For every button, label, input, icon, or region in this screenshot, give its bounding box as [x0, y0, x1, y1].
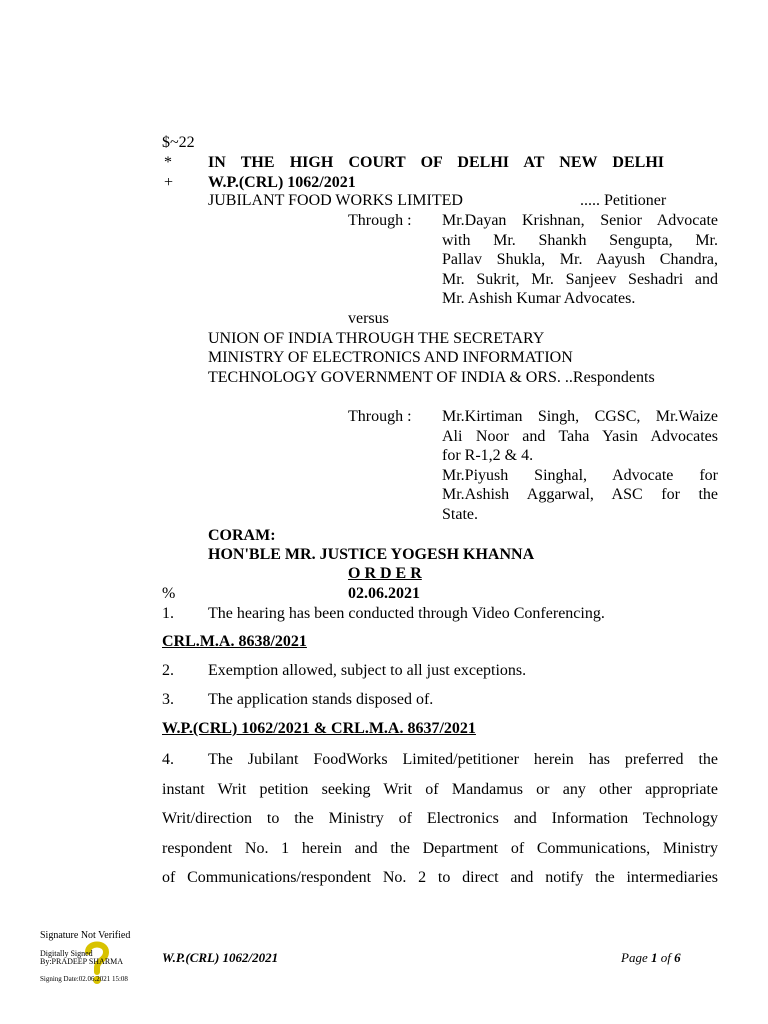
para-4: [162, 750, 718, 898]
para-number: 4.: [162, 751, 174, 768]
court-title: IN THE HIGH COURT OF DELHI AT NEW DELHI: [208, 154, 664, 171]
plus-marker: +: [164, 174, 174, 191]
item-number: 3.: [162, 691, 174, 708]
counsel-line: with Mr. Shankh Sengupta, Mr.: [442, 231, 718, 249]
star-marker: *: [164, 154, 172, 171]
petitioner-role: ..... Petitioner: [580, 192, 667, 209]
counsel-line: State.: [442, 505, 478, 523]
counsel-line: Mr.Kirtiman Singh, CGSC, Mr.Waize: [442, 408, 718, 425]
heading-wp: W.P.(CRL) 1062/2021 & CRL.M.A. 8637/2021: [162, 720, 476, 737]
para-line: of Communications/respondent No. 2 to direct and notify the intermediaries: [162, 869, 718, 886]
para-line: respondent No. 1 herein and the Department of Communications, Ministry: [162, 839, 718, 857]
petitioner-through: Through :: [348, 212, 412, 229]
petitioner-counsel: [442, 211, 718, 309]
order-date: 02.06.2021: [348, 585, 420, 602]
signature-date: Signing Date:02.06.2021 15:08: [40, 975, 128, 983]
respondent-through: Through :: [348, 408, 412, 425]
petitioner-name: JUBILANT FOOD WORKS LIMITED: [208, 192, 463, 209]
item-text: The application stands disposed of.: [208, 691, 434, 708]
docket-code: $~22: [162, 134, 195, 151]
item-text: Exemption allowed, subject to all just exceptions.: [208, 662, 527, 679]
item-text: The hearing has been conducted through Video Conferencing.: [208, 605, 605, 622]
versus-label: versus: [348, 310, 389, 327]
item-number: 1.: [162, 605, 174, 622]
signature-signer: By:PRADEEP SHARMA: [40, 957, 124, 966]
page-indicator: Page 1 of 6: [621, 950, 681, 965]
para-line: The Jubilant FoodWorks Limited/petitioner herein has preferred the: [208, 751, 718, 768]
para-line: instant Writ petition seeking Writ of Mandamus or any other appropriate: [162, 780, 718, 798]
coram-label: CORAM:: [208, 527, 276, 544]
para-line: Writ/direction to the Ministry of Electronics and Information Technology: [162, 810, 718, 827]
counsel-line: Pallav Shukla, Mr. Aayush Chandra,: [442, 251, 718, 268]
signature-label: Digitally Signed: [40, 949, 93, 958]
heading-crlma: CRL.M.A. 8638/2021: [162, 633, 307, 650]
counsel-line: Mr.Piyush Singhal, Advocate for: [442, 466, 718, 484]
coram-judge: HON'BLE MR. JUSTICE YOGESH KHANNA: [208, 546, 535, 563]
respondent-counsel: [442, 407, 718, 524]
signature-status: Signature Not Verified: [40, 930, 131, 941]
counsel-line: Ali Noor and Taha Yasin Advocates: [442, 427, 718, 445]
counsel-line: for R-1,2 & 4.: [442, 447, 534, 464]
order-title: O R D E R: [348, 565, 422, 582]
item-number: 2.: [162, 662, 174, 679]
respondent-line-2: MINISTRY OF ELECTRONICS AND INFORMATION: [208, 349, 573, 366]
respondent-line-3: TECHNOLOGY GOVERNMENT OF INDIA & ORS. ..Respondents: [208, 369, 655, 386]
counsel-line: Mr.Dayan Krishnan, Senior Advocate: [442, 212, 718, 229]
counsel-line: Mr. Ashish Kumar Advocates.: [442, 290, 636, 307]
footer-case-number: W.P.(CRL) 1062/2021: [162, 950, 279, 965]
case-number: W.P.(CRL) 1062/2021: [208, 174, 356, 191]
percent-marker: %: [162, 585, 176, 602]
counsel-line: Mr.Ashish Aggarwal, ASC for the: [442, 486, 718, 503]
respondent-line-1: UNION OF INDIA THROUGH THE SECRETARY: [208, 330, 545, 347]
counsel-line: Mr. Sukrit, Mr. Sanjeev Seshadri and: [442, 270, 718, 288]
